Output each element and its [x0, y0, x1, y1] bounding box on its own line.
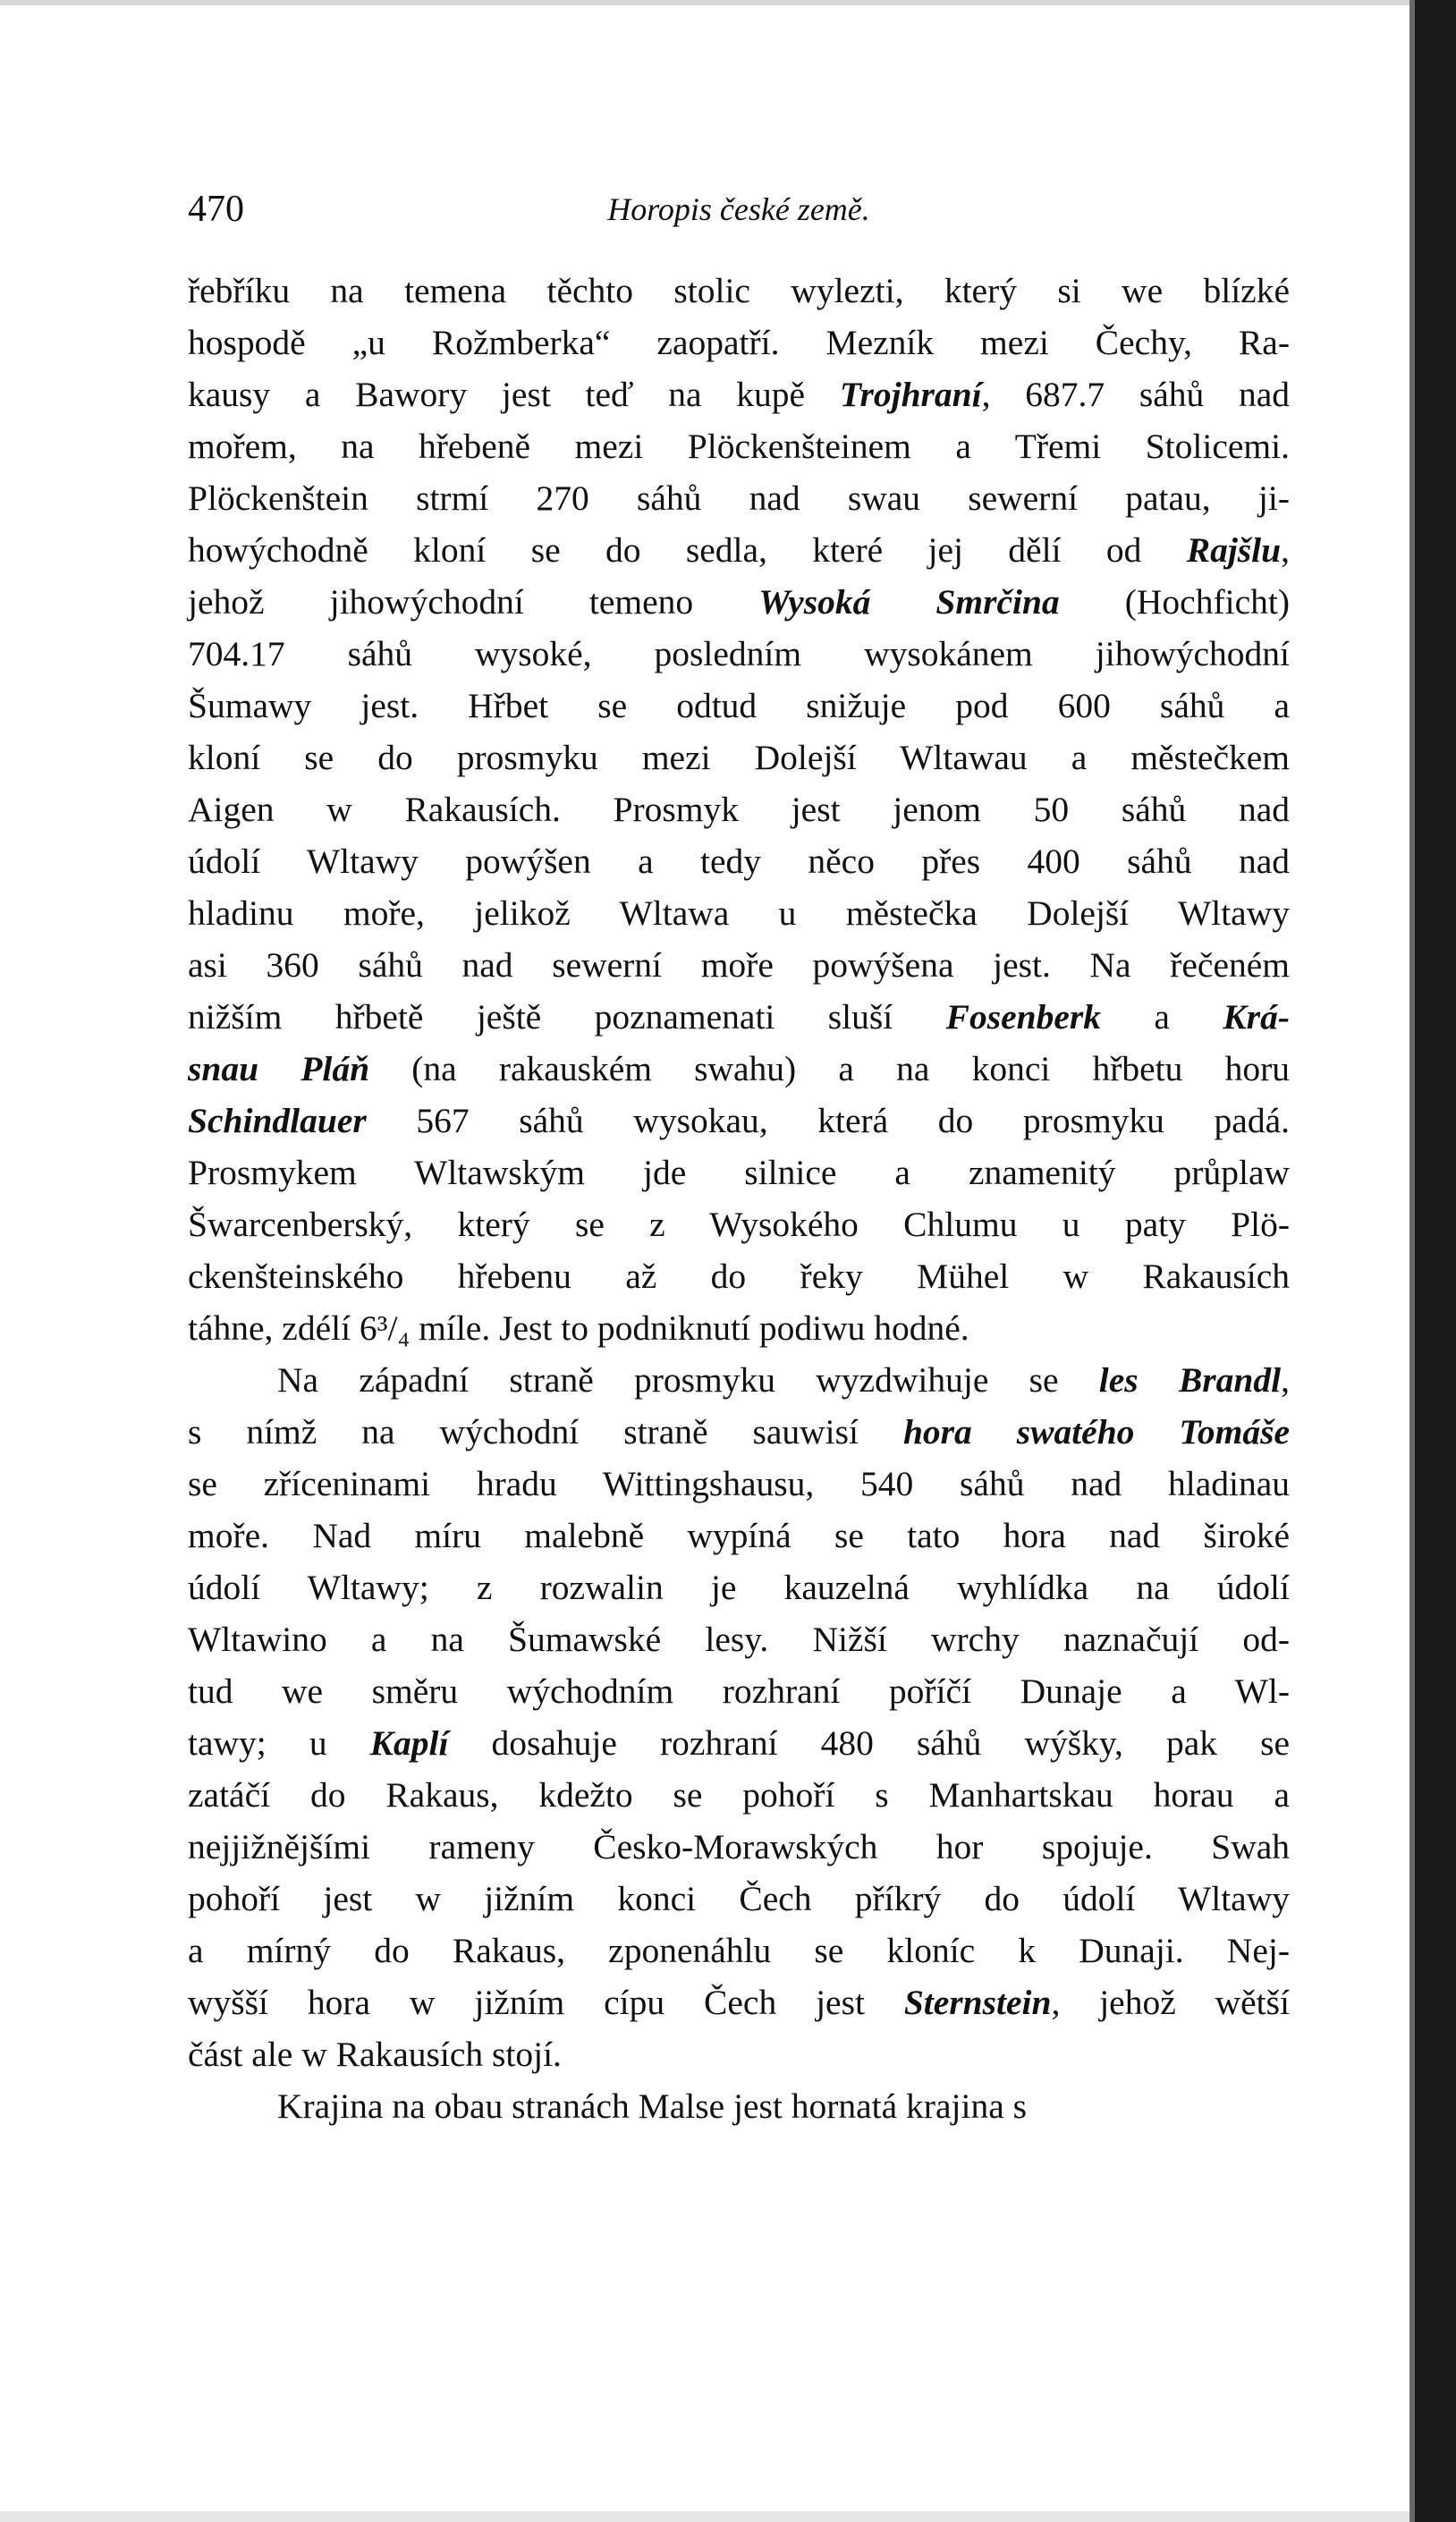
- text-run: tawy; u: [188, 1723, 370, 1763]
- text-line: [188, 1198, 1290, 1250]
- text-line: [188, 835, 1290, 887]
- text-run: a mírný do Rakaus, zponenáhlu se kloníc k Dunaji. Nej-: [188, 1931, 1290, 1970]
- text-line: [188, 1250, 1290, 1302]
- text-line: [188, 524, 1290, 576]
- text-run: s nímž na wýchodní straně sauwisí: [188, 1412, 903, 1451]
- text-run: se zříceninami hradu Wittingshausu, 540 sáhů nad hladinau: [188, 1464, 1290, 1503]
- text-run: Na západní straně prosmyku wyzdwihuje se: [277, 1360, 1099, 1400]
- scan-border: [1415, 0, 1456, 2522]
- text-run: 567 sáhů wysokau, která do prosmyku padá.: [366, 1101, 1290, 1140]
- text-line: [188, 1769, 1290, 1821]
- text-line: [188, 1302, 1290, 1354]
- text-line: [188, 2028, 1290, 2080]
- text-line: [188, 1665, 1290, 1717]
- page-top-edge: [0, 0, 1413, 5]
- italic-term: les Brandl: [1098, 1360, 1282, 1400]
- text-run: Krajina na obau stranách Malse jest hornatá krajina s: [277, 2086, 1027, 2126]
- text-line: [188, 680, 1290, 732]
- text-run: dosahuje rozhraní 480 sáhů wýšky, pak se: [448, 1723, 1290, 1763]
- text-run: moře. Nad míru malebně wypíná se tato hora nad široké: [188, 1516, 1290, 1555]
- text-run: pohoří jest w jižním konci Čech příkrý do údolí Wltawy: [188, 1879, 1290, 1918]
- text-run: kloní se do prosmyku mezi Dolejší Wltawau a městečkem: [188, 738, 1290, 777]
- text-run: ckenšteinského hřebenu až do řeky Mühel w Rakausích: [188, 1257, 1290, 1296]
- text-run: řebříku na temena těchto stolic wylezti, který si we blízké: [188, 271, 1290, 310]
- text-run: (na rakauském swahu) a na konci hřbetu horu: [369, 1049, 1290, 1088]
- text-run: wyšší hora w jižním cípu Čech jest: [188, 1983, 904, 2022]
- text-line: [188, 1613, 1290, 1665]
- text-run: jehož jihowýchodní temeno: [188, 582, 759, 622]
- italic-term: Kaplí: [369, 1723, 449, 1763]
- page-header: [188, 182, 1290, 236]
- text-run: táhne, zdélí 6³/₄ míle. Jest to podniknutí podiwu hodné.: [188, 1308, 969, 1348]
- text-line: [188, 1095, 1290, 1147]
- paragraph: [188, 1354, 1290, 2080]
- text-line: [188, 1510, 1290, 1561]
- text-line: [188, 783, 1290, 835]
- text-run: nižším hřbetě ještě poznamenati sluší: [188, 997, 946, 1037]
- text-run: hladinu moře, jelikož Wltawa u městečka Dolejší Wltawy: [188, 893, 1290, 933]
- italic-term: Trojhraní: [839, 375, 982, 414]
- text-line: [188, 887, 1290, 939]
- text-run: (Hochficht): [1059, 582, 1290, 622]
- text-run: Plöckenštein strmí 270 sáhů nad swau sewerní patau, ji-: [188, 478, 1290, 518]
- italic-term: Krá-: [1223, 997, 1290, 1037]
- italic-term: Fosenberk: [945, 997, 1102, 1037]
- text-line: [188, 420, 1290, 472]
- text-line: [188, 1561, 1290, 1613]
- paragraph: [188, 2080, 1290, 2132]
- text-line: [188, 628, 1290, 680]
- italic-term: Schindlauer: [188, 1101, 367, 1140]
- text-run: ,: [1281, 1360, 1290, 1400]
- italic-term: Wysoká Smrčina: [758, 582, 1060, 622]
- text-run: kausy a Bawory jest teď na kupě: [188, 375, 840, 414]
- text-line: [188, 1717, 1290, 1769]
- text-line: [188, 1043, 1290, 1095]
- text-line: [188, 1354, 1290, 1406]
- text-line: [188, 576, 1290, 628]
- text-run: mořem, na hřebeně mezi Plöckenšteinem a Třemi Stolicemi.: [188, 427, 1290, 466]
- text-run: Wltawino a na Šumawské lesy. Nižší wrchy naznačují od-: [188, 1620, 1290, 1659]
- text-run: nejjižnějšími rameny Česko-Morawských hor spojuje. Swah: [188, 1827, 1290, 1866]
- text-line: [188, 939, 1290, 991]
- italic-term: snau Pláň: [188, 1049, 370, 1088]
- text-line: [188, 1873, 1290, 1925]
- italic-term: Sternstein: [903, 1983, 1052, 2022]
- text-line: [188, 991, 1290, 1043]
- text-run: Šumawy jest. Hřbet se odtud snižuje pod 600 sáhů a: [188, 686, 1290, 725]
- text-run: a: [1101, 997, 1223, 1037]
- text-run: údolí Wltawy powýšen a tedy něco přes 400 sáhů nad: [188, 842, 1290, 881]
- text-run: údolí Wltawy; z rozwalin je kauzelná wyhlídka na údolí: [188, 1568, 1290, 1607]
- text-run: asi 360 sáhů nad sewerní moře powýšena jest. Na řečeném: [188, 945, 1290, 985]
- text-line: [188, 1406, 1290, 1458]
- paragraph: [188, 265, 1290, 1354]
- italic-term: hora swatého Tomáše: [902, 1412, 1290, 1451]
- text-run: tud we směru wýchodním rozhraní poříčí Dunaje a Wl-: [188, 1671, 1290, 1711]
- text-line: [188, 1821, 1290, 1873]
- text-line: [188, 1458, 1290, 1510]
- text-run: , 687.7 sáhů nad: [981, 375, 1291, 414]
- text-run: ,: [1281, 530, 1290, 570]
- text-run: část ale w Rakausích stojí.: [188, 2035, 562, 2074]
- text-line: [188, 2080, 1290, 2132]
- text-line: [188, 1147, 1290, 1198]
- text-run: Prosmykem Wltawským jde silnice a znamenitý průplaw: [188, 1153, 1290, 1192]
- text-run: Aigen w Rakausích. Prosmyk jest jenom 50 sáhů nad: [188, 790, 1290, 829]
- text-line: [188, 1976, 1290, 2028]
- page-number: 470: [188, 189, 244, 230]
- text-run: Šwarcenberský, který se z Wysokého Chlumu u paty Plö-: [188, 1205, 1290, 1244]
- text-line: [188, 1925, 1290, 1976]
- text-line: [188, 368, 1290, 420]
- text-line: [188, 472, 1290, 524]
- text-line: [188, 265, 1290, 317]
- italic-term: Rajšlu: [1186, 530, 1282, 570]
- page-bottom-edge: [0, 2511, 1413, 2522]
- body-text: [188, 265, 1290, 2132]
- text-line: [188, 732, 1290, 783]
- text-run: zatáčí do Rakaus, kdežto se pohoří s Manhartskau horau a: [188, 1775, 1290, 1815]
- text-run: , jehož wětší: [1051, 1983, 1291, 2022]
- running-title: Horopis české země.: [607, 191, 870, 227]
- text-run: hospodě „u Rožmberka“ zaopatří. Mezník mezi Čechy, Ra-: [188, 323, 1290, 362]
- text-run: 704.17 sáhů wysoké, posledním wysokánem jihowýchodní: [188, 634, 1290, 673]
- text-line: [188, 317, 1290, 368]
- text-run: howýchodně kloní se do sedla, které jej dělí od: [188, 530, 1187, 570]
